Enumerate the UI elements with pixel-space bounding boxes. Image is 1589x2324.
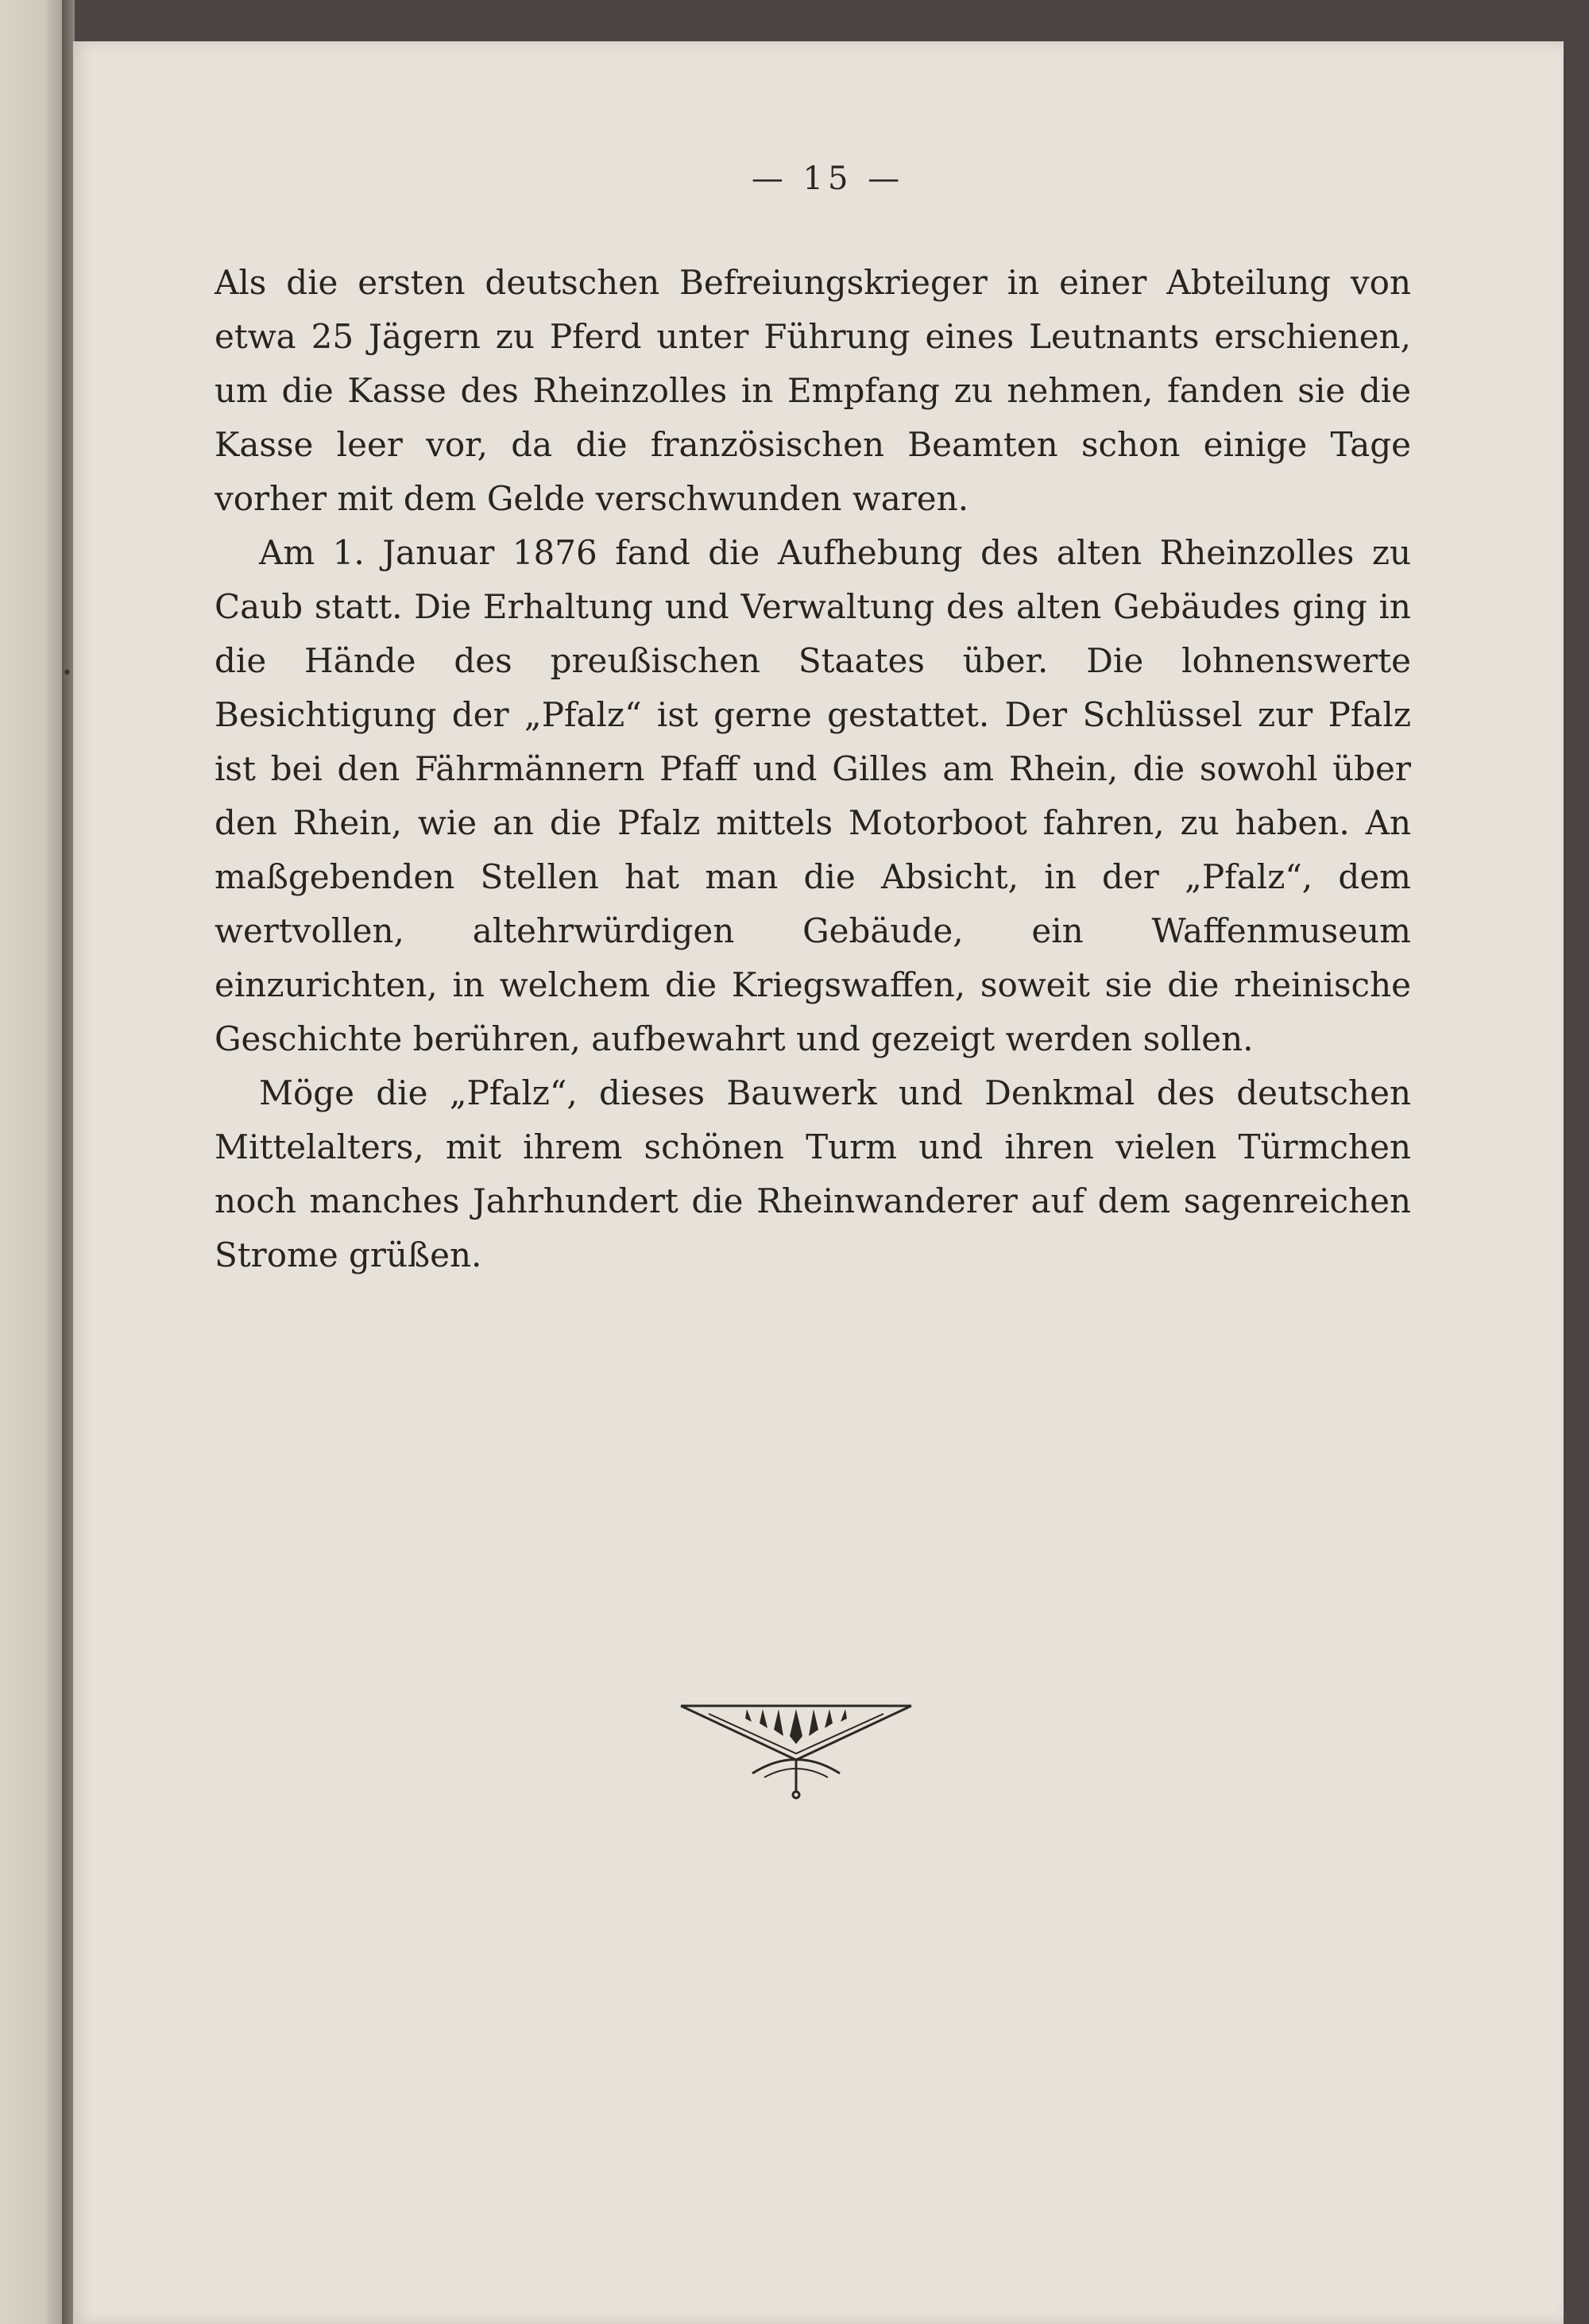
margin-mark: • xyxy=(62,663,72,683)
art-nouveau-ornament-icon xyxy=(677,1698,915,1801)
paragraph-2: Am 1. Januar 1876 fand die Aufhebung des alten Rheinzolles zu Caub statt. Die Erhaltung und Verwaltung des alten Gebäudes ging in die Hände des preußischen Staates über. Die lohnenswerte Besichtigung der „Pfalz“ ist gerne gestattet. Der Schlüssel zur Pfalz ist bei den Fährmännern Pfaff und Gilles am Rhein, die sowohl über den Rhein, wie an die Pfalz mittels Motorboot fahren, zu haben. An maßgebenden Stellen hat man die Absicht, in der „Pfalz“, dem wertvollen, altehrwürdigen Gebäude, ein Waffenmuseum einzurichten, in welchem die Kriegswaffen, soweit sie die rheinische Geschichte berühren, aufbewahrt und gezeigt werden sollen. xyxy=(215,533,1411,1058)
page-number: — 15 — xyxy=(751,160,905,197)
paragraph-1: Als die ersten deutschen Befreiungskrieger in einer Abteilung von etwa 25 Jägern zu Pferd unter Führung eines Leutnants erschienen, um die Kasse des Rheinzolles in Empfang zu nehmen, fanden sie die Kasse leer vor, da die französischen Beamten schon einige Tage vorher mit dem Gelde verschwunden waren. xyxy=(215,263,1411,518)
paragraph-3: Möge die „Pfalz“, dieses Bauwerk und Denkmal des deutschen Mittelalters, mit ihrem schönen Turm und ihren vielen Türmchen noch manches Jahrhundert die Rheinwanderer auf dem sagenreichen Strome grüßen. xyxy=(215,1073,1411,1274)
body-text xyxy=(215,256,1411,1282)
book-page xyxy=(73,41,1564,2324)
left-page-edge xyxy=(0,0,62,2324)
